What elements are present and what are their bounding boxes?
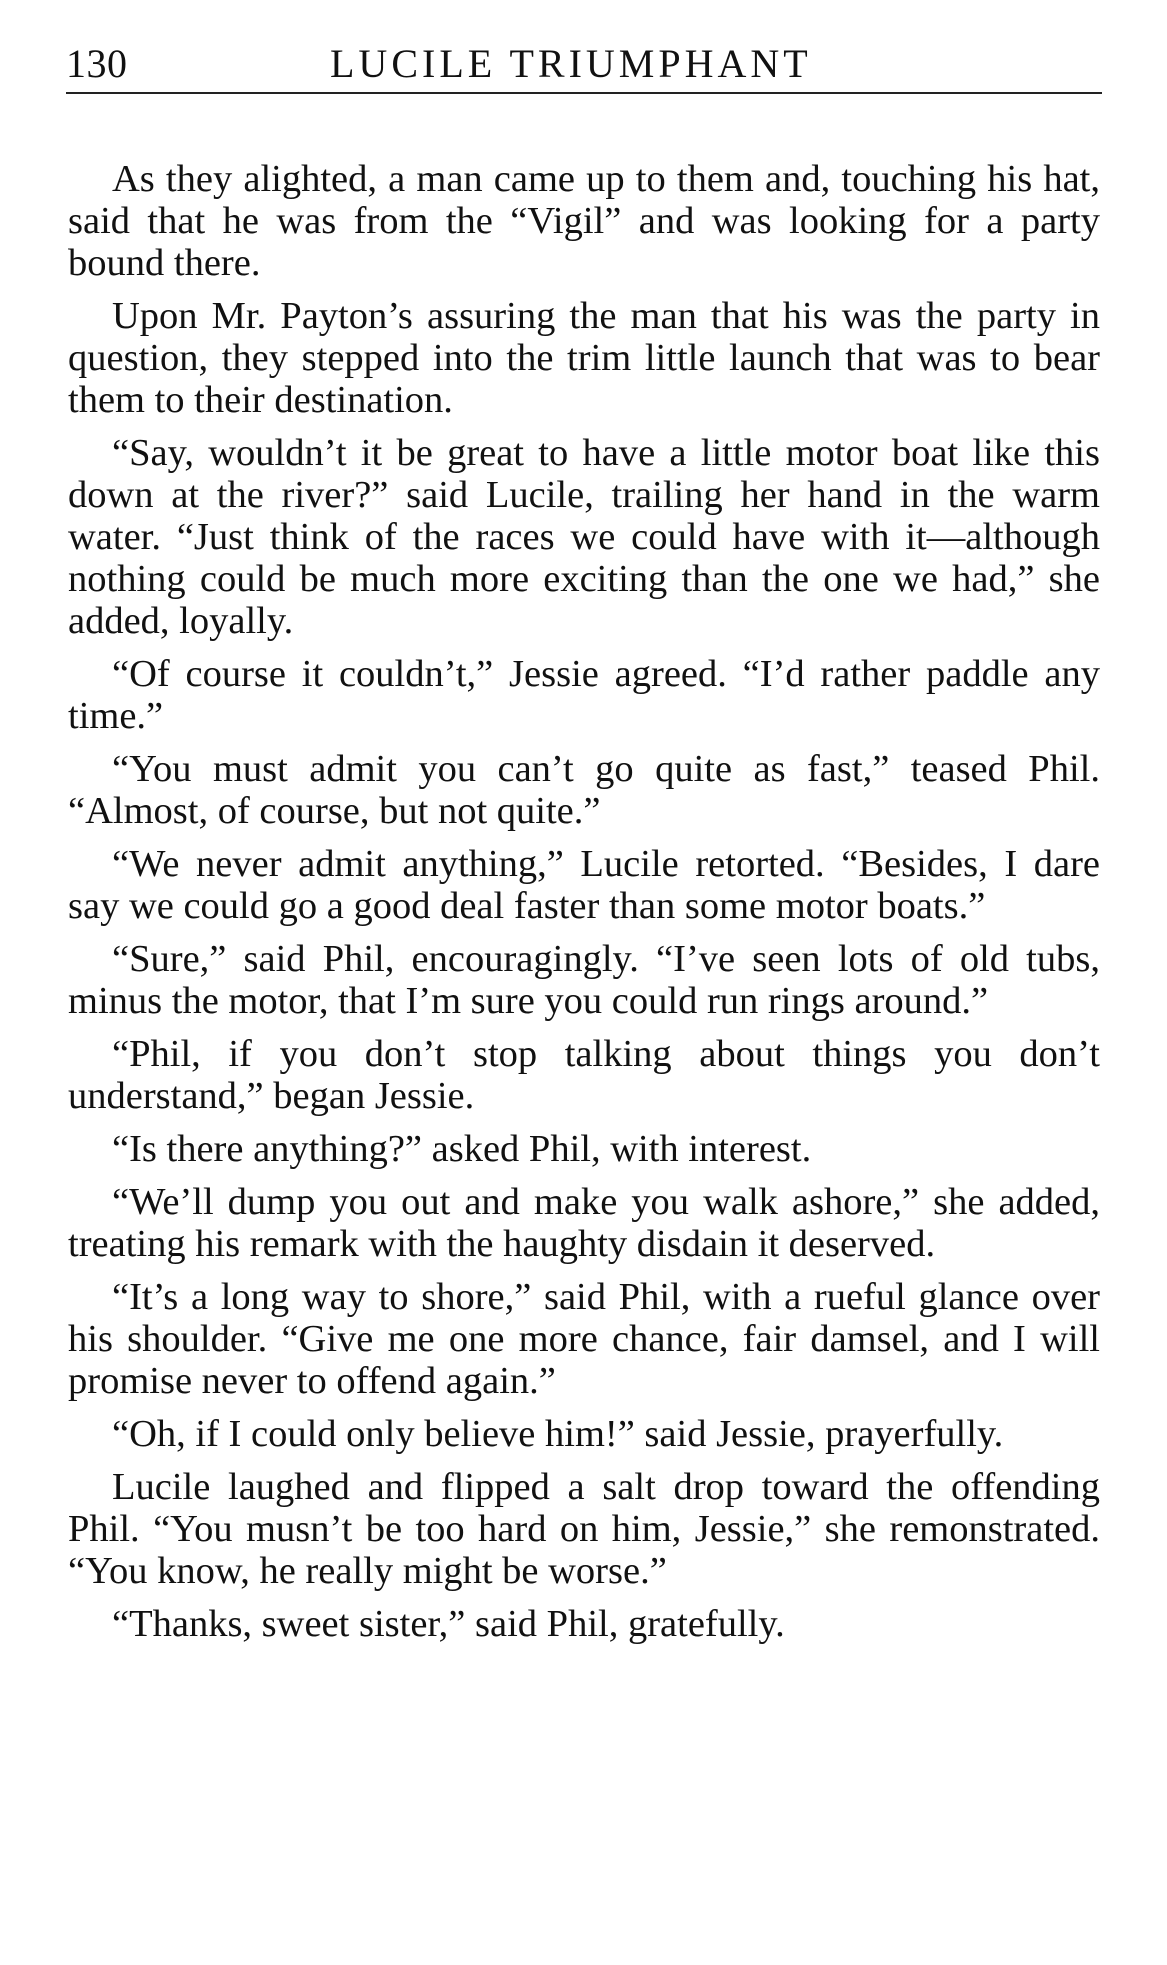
body-text [68, 158, 1100, 1656]
paragraph: “Phil, if you don’t stop talking about things you don’t understand,” began Jessie. [68, 1033, 1100, 1117]
paragraph: “Of course it couldn’t,” Jessie agreed. “I’d rather paddle any time.” [68, 653, 1100, 737]
running-title: LUCILE TRIUMPHANT [330, 41, 812, 86]
paragraph: Upon Mr. Payton’s assuring the man that his was the party in question, they stepped into the trim little launch that was to bear them to their destination. [68, 295, 1100, 421]
paragraph: Lucile laughed and flipped a salt drop toward the offending Phil. “You musn’t be too hard on him, Jessie,” she remonstrated. “You know, he really might be worse.” [68, 1466, 1100, 1592]
paragraph: “Sure,” said Phil, encouragingly. “I’ve seen lots of old tubs, minus the motor, that I’m sure you could run rings around.” [68, 938, 1100, 1022]
paragraph: “Is there anything?” asked Phil, with interest. [112, 1128, 812, 1170]
paragraph: “It’s a long way to shore,” said Phil, with a rueful glance over his shoulder. “Give me one more chance, fair damsel, and I will promise never to offend again.” [68, 1276, 1100, 1402]
paragraph: As they alighted, a man came up to them and, touching his hat, said that he was from the “Vigil” and was looking for a party bound there. [68, 158, 1100, 284]
header-rule [66, 92, 1102, 94]
running-head [66, 40, 1102, 96]
paragraph: “Say, wouldn’t it be great to have a little motor boat like this down at the river?” said Lucile, trailing her hand in the warm water. “Just think of the races we could have with it—although nothing could be much more exciting than the one we had,” she added, loyally. [68, 432, 1100, 642]
page-number: 130 [66, 41, 128, 86]
paragraph: “We’ll dump you out and make you walk ashore,” she added, treating his remark with the haughty disdain it deserved. [68, 1181, 1100, 1265]
paragraph: “We never admit anything,” Lucile retorted. “Besides, I dare say we could go a good deal faster than some motor boats.” [68, 843, 1100, 927]
paragraph: “Oh, if I could only believe him!” said Jessie, prayerfully. [112, 1413, 1004, 1455]
paragraph: “Thanks, sweet sister,” said Phil, gratefully. [112, 1603, 785, 1645]
paragraph: “You must admit you can’t go quite as fast,” teased Phil. “Almost, of course, but not quite.” [68, 748, 1100, 832]
